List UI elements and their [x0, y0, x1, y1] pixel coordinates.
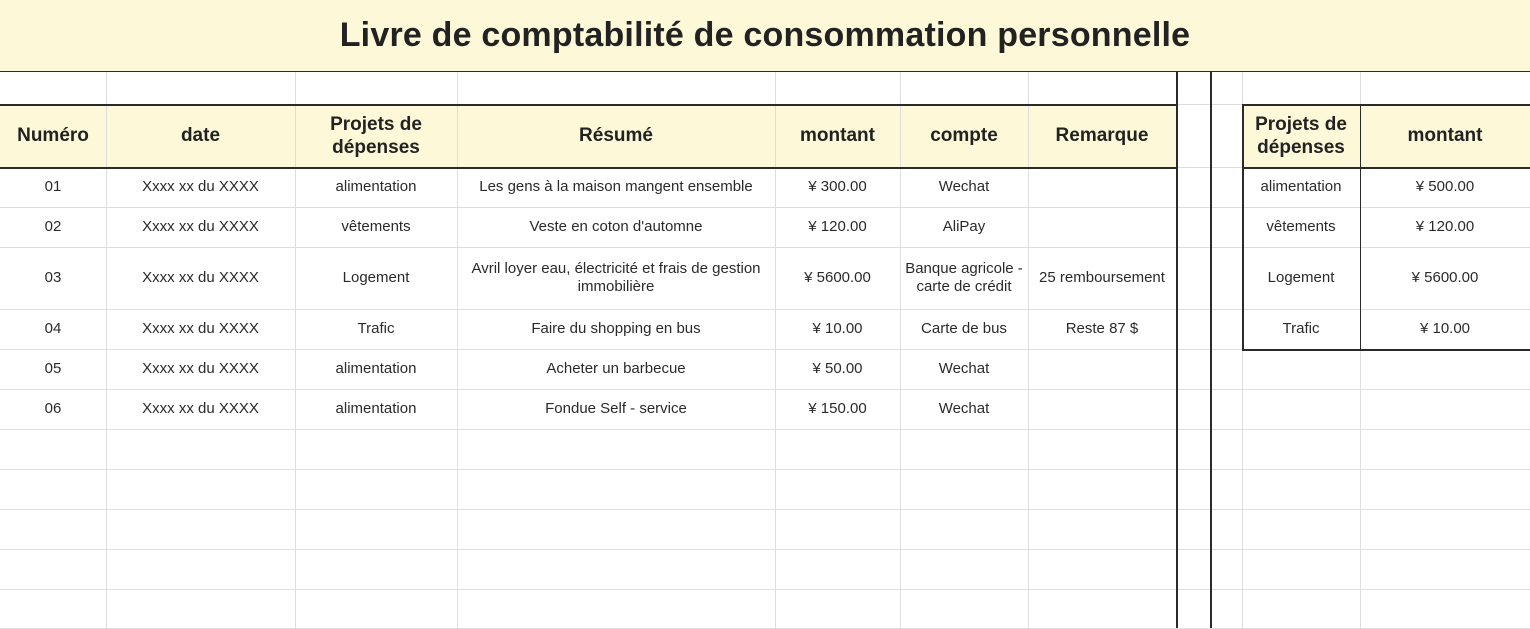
page-title: Livre de comptabilité de consommation personnelle [339, 16, 1191, 54]
summary-table-cell: ¥ 500.00 [1415, 178, 1475, 195]
main-table-cell: ¥ 120.00 [808, 218, 867, 235]
main-table-cell: Reste 87 $ [1065, 320, 1139, 337]
main-table-cell: Fondue Self - service [545, 400, 687, 417]
summary-header-cell: montant [1407, 125, 1483, 146]
summary-table-cell: Logement [1267, 269, 1335, 286]
main-header-cell: compte [930, 125, 998, 146]
main-table-cell: Xxxx xx du XXXX [142, 178, 259, 195]
main-table-cell: 04 [44, 320, 62, 337]
main-table-cell: 02 [44, 218, 62, 235]
main-table-cell: alimentation [335, 178, 417, 195]
grid-hline [0, 549, 1530, 550]
main-header-cell: montant [800, 125, 875, 146]
main-table-cell: Trafic [357, 320, 395, 337]
main-table-cell: Veste en coton d'automne [529, 218, 703, 235]
separator-line-left [1176, 72, 1178, 628]
main-table-cell: 05 [44, 360, 62, 377]
grid-hline [0, 469, 1530, 470]
grid-hline [0, 589, 1530, 590]
main-table-cell: ¥ 50.00 [812, 360, 863, 377]
summary-table-cell: ¥ 5600.00 [1411, 269, 1479, 286]
main-table-cell: Carte de bus [921, 320, 1007, 337]
summary-table-cell: alimentation [1260, 178, 1342, 195]
grid-hline [0, 509, 1530, 510]
main-table-cell: Logement [342, 269, 410, 286]
main-table-cell: Xxxx xx du XXXX [142, 320, 259, 337]
summary-bottom-border [1242, 349, 1530, 351]
summary-table-cell: ¥ 120.00 [1415, 218, 1475, 235]
summary-table-cell: Trafic [1282, 320, 1320, 337]
main-table-cell: Les gens à la maison mangent ensemble [479, 178, 753, 195]
grid-hline [0, 429, 1530, 430]
main-table-cell: vêtements [341, 218, 411, 235]
main-table-cell [1028, 167, 1176, 207]
summary-header-cell: Projets de dépenses [1255, 113, 1347, 158]
main-table-cell: ¥ 150.00 [808, 400, 867, 417]
main-table-cell: 03 [44, 269, 62, 286]
main-table-cell: 25 remboursement [1039, 269, 1165, 286]
summary-table-cell: ¥ 10.00 [1419, 320, 1471, 337]
main-table-cell: Wechat [938, 400, 990, 417]
main-table-cell: Avril loyer eau, électricité et frais de gestion immobilière [471, 260, 761, 295]
main-table-cell: Xxxx xx du XXXX [142, 400, 259, 417]
main-table-cell: Xxxx xx du XXXX [142, 218, 259, 235]
main-header-cell: Projets de dépenses [330, 113, 422, 158]
main-header-cell: Numéro [17, 125, 89, 146]
main-table-cell [1028, 349, 1176, 389]
main-table-cell: Xxxx xx du XXXX [142, 360, 259, 377]
main-table-cell [1028, 207, 1176, 247]
main-header-cell: Remarque [1055, 125, 1149, 146]
main-header-cell: date [180, 125, 221, 146]
main-table-cell: ¥ 10.00 [812, 320, 863, 337]
summary-table-cell: vêtements [1266, 218, 1336, 235]
main-table-cell: alimentation [335, 360, 417, 377]
main-table-cell: Wechat [938, 178, 990, 195]
main-table-cell [1028, 389, 1176, 429]
main-table-cell: 01 [44, 178, 62, 195]
main-table-cell: Xxxx xx du XXXX [142, 269, 259, 286]
main-table-cell: Wechat [938, 360, 990, 377]
main-table-cell: alimentation [335, 400, 417, 417]
main-table-cell: Acheter un barbecue [546, 360, 686, 377]
main-table-cell: Banque agricole - carte de crédit [905, 260, 1023, 295]
main-table-cell: 06 [44, 400, 62, 417]
separator-line-right [1210, 72, 1212, 628]
main-table-cell: ¥ 300.00 [808, 178, 867, 195]
main-table-cell: ¥ 5600.00 [804, 269, 871, 286]
main-table-cell: Faire du shopping en bus [531, 320, 701, 337]
main-table-cell: AliPay [942, 218, 986, 235]
main-header-cell: Résumé [579, 125, 653, 146]
